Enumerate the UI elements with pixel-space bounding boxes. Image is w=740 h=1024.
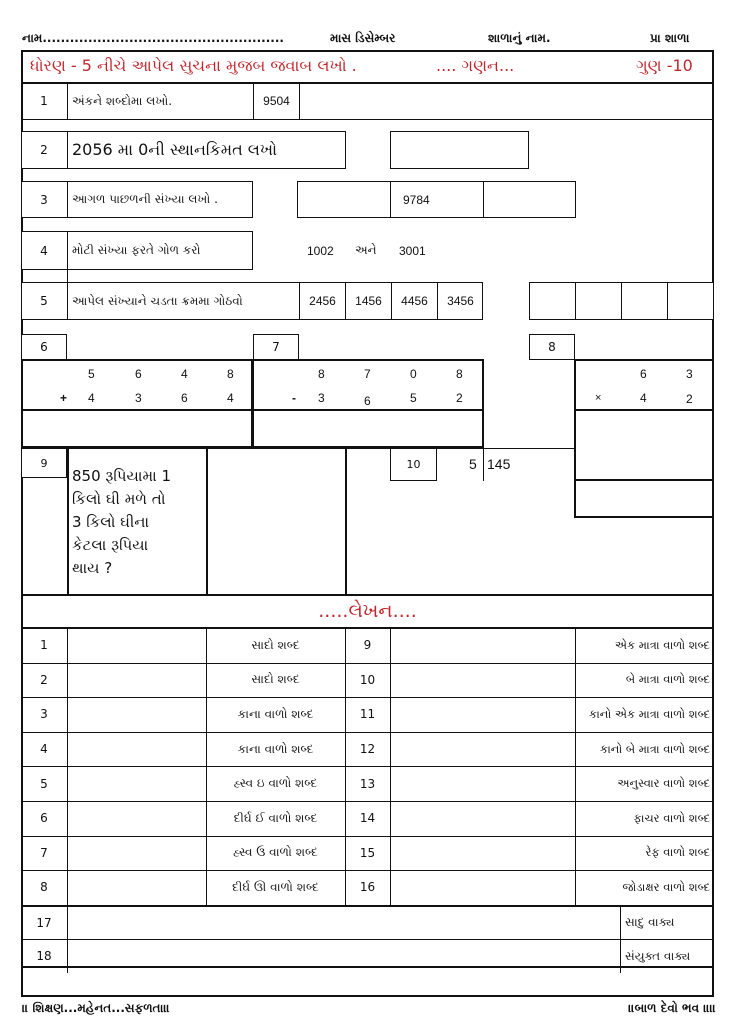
row-number: 3: [40, 707, 48, 722]
word-answer-field[interactable]: [392, 802, 574, 835]
q4-number-b[interactable]: 3001: [399, 244, 426, 258]
word-type-label: કાનો બે માત્રા વાળો શબ્દ: [599, 741, 710, 756]
sentence-type-label: સાદુ વાક્ય: [625, 915, 675, 930]
q7-top-digit: 8: [318, 367, 325, 381]
q7-bottom-digit: 3: [318, 391, 325, 405]
q2-text: 2056 મા 0ની સ્થાનકિમત લખો: [72, 140, 278, 159]
q6-bottom-digit: 3: [135, 391, 142, 405]
divider: [21, 836, 714, 837]
q4-number-a[interactable]: 1002: [307, 244, 334, 258]
divider: [67, 906, 68, 973]
q2-answer-field[interactable]: [390, 131, 529, 169]
row-number: 5: [40, 776, 48, 791]
q6-top-digit: 6: [135, 367, 142, 381]
q4-and-label: અને: [355, 243, 377, 257]
plus-sign: +: [60, 391, 68, 405]
q7-answer-field[interactable]: [252, 409, 484, 448]
word-type-label: અનુસ્વાર વાળો શબ્દ: [617, 776, 710, 791]
word-type-label: દીર્ઘ ઈ વાળો શબ્દ: [233, 810, 318, 825]
q3-after-field[interactable]: [484, 182, 575, 217]
word-answer-field[interactable]: [392, 837, 574, 870]
row-number: 10: [359, 672, 376, 687]
q3-number: 3: [40, 192, 48, 207]
sentence-type-label: સંયુક્ત વાક્ય: [625, 948, 691, 963]
row-number: 11: [359, 707, 376, 722]
word-type-label: રેફ વાળો શબ્દ: [645, 845, 710, 860]
row-number: 15: [359, 845, 376, 860]
q5-number: 5: [40, 294, 48, 308]
q6-top-digit: 5: [88, 367, 95, 381]
q3-text: આગળ પાછળની સંખ્યા લખો .: [72, 192, 218, 206]
word-type-label: સાદો શબ્દ: [251, 637, 300, 652]
q7-bottom-digit: 5: [410, 391, 417, 405]
row-number: 2: [40, 672, 48, 687]
divider: [620, 906, 621, 973]
row-number: 13: [359, 776, 376, 791]
row-number: 16: [359, 880, 376, 895]
q1-text: અંકને શબ્દોમા લખો.: [72, 93, 173, 108]
word-answer-field[interactable]: [69, 629, 205, 662]
divider: [575, 628, 576, 905]
word-answer-field[interactable]: [69, 837, 205, 870]
word-answer-field[interactable]: [392, 629, 574, 662]
divider: [21, 766, 714, 767]
q6-bottom-digit: 6: [181, 391, 188, 405]
q9-answer-field[interactable]: [208, 450, 344, 594]
q9-line: કિલો ઘી મળે તો: [72, 490, 166, 508]
q4-number: 4: [40, 243, 48, 258]
word-type-label: કાના વાળો શબ્દ: [237, 741, 314, 756]
divider: [206, 628, 207, 905]
word-answer-field[interactable]: [392, 698, 574, 731]
word-answer-field[interactable]: [392, 767, 574, 800]
q7-top-digit: 7: [364, 367, 371, 381]
row-number: 18: [36, 949, 52, 964]
q6-bottom-digit: 4: [88, 391, 95, 405]
word-type-label: એક માત્રા વાળો શબ્દ: [614, 637, 710, 652]
school-type-label: પ્રા શાળા: [650, 31, 690, 45]
word-type-label: હ્સ્વ ઉ વાળો શબ્દ: [233, 845, 318, 860]
word-type-label: કાનો એક માત્રા વાળો શબ્દ: [588, 706, 710, 721]
q5-value: 3456: [447, 294, 474, 308]
divider: [483, 448, 575, 449]
row-number: 8: [40, 880, 48, 895]
q8-bottom-digit: 2: [686, 392, 693, 406]
q6-number: 6: [40, 340, 48, 354]
q6-bottom-digit: 4: [227, 391, 234, 405]
q8-answer-field-2[interactable]: [574, 479, 714, 518]
q5-value: 2456: [309, 294, 336, 308]
footer-motto-right: ॥બાળ દેવો ભવ ॥॥: [628, 1001, 716, 1015]
word-answer-field[interactable]: [392, 664, 574, 697]
writing-heading: .....લેખન....: [318, 600, 417, 622]
q1-number: 1: [40, 94, 48, 108]
q5-answer-field[interactable]: [576, 283, 621, 319]
word-answer-field[interactable]: [392, 733, 574, 766]
word-answer-field[interactable]: [69, 733, 205, 766]
q5-value: 1456: [355, 294, 382, 308]
q4-text: મોટી સંખ્યા ફરતે ગોળ કરો: [72, 243, 201, 257]
divider: [21, 732, 714, 733]
divider: [21, 663, 714, 664]
marks-label: ગુણ -10: [636, 56, 693, 75]
divider: [67, 448, 69, 595]
q5-answer-field[interactable]: [622, 283, 667, 319]
word-answer-field[interactable]: [69, 664, 205, 697]
q9-line: 3 કિલો ઘીના: [72, 513, 150, 531]
word-type-label: જોડાક્ષર વાળો શબ્દ: [622, 879, 710, 894]
word-type-label: ફાચર વાળો શબ્દ: [633, 810, 710, 825]
q9-line: 850 રૂપિયામા 1: [72, 467, 172, 485]
divider: [21, 870, 714, 871]
row-number: 7: [40, 845, 48, 860]
word-type-label: બે માત્રા વાળો શબ્દ: [625, 672, 710, 687]
q8-answer-field[interactable]: [574, 409, 714, 481]
row-number: 17: [36, 915, 52, 930]
divider: [390, 628, 391, 905]
q7-bottom-digit: 2: [456, 391, 463, 405]
q10-divisor: 5: [469, 456, 477, 472]
student-name-field[interactable]: નામ.....................................................: [22, 31, 284, 45]
q8-top-digit: 3: [686, 367, 693, 381]
q10-number: 10: [406, 458, 421, 471]
footer-motto-left: ॥ શિક્ષણ...મહેનત...સફળતા॥: [22, 1001, 170, 1015]
q5-answer-field[interactable]: [668, 283, 713, 319]
blank-answer-row[interactable]: [23, 968, 712, 995]
q8-top-digit: 6: [640, 367, 647, 381]
word-answer-field[interactable]: [69, 767, 205, 800]
row-number: 14: [359, 811, 376, 826]
q3-before-field[interactable]: [298, 182, 390, 217]
q2-number: 2: [40, 143, 48, 157]
q10-answer-field[interactable]: [348, 482, 572, 594]
q9-line: થાય ?: [72, 559, 113, 577]
word-answer-field[interactable]: [69, 698, 205, 731]
q5-value: 4456: [401, 294, 428, 308]
word-answer-field[interactable]: [69, 802, 205, 835]
divider: [21, 697, 714, 698]
school-name-field[interactable]: શાળાનું નામ.: [488, 31, 551, 45]
worksheet-title: ધોરણ - 5 નીચે આપેલ સુચના મુજબ જવાબ લખો .: [30, 56, 357, 75]
q5-text: આપેલ સંખ્યાને ચડતા ક્રમમા ગોઠવો: [72, 293, 243, 308]
row-number: 12: [359, 742, 376, 757]
divider: [67, 628, 68, 905]
word-answer-field[interactable]: [69, 871, 205, 904]
row-number: 9: [363, 638, 372, 653]
word-type-label: સાદો શબ્દ: [251, 672, 300, 687]
divider: [21, 119, 714, 120]
q7-top-digit: 8: [456, 367, 463, 381]
division-bracket: [483, 448, 484, 481]
word-type-label: દીર્ઘ ઊ વાળો શબ્દ: [232, 879, 319, 894]
q1-value: 9504: [263, 94, 290, 108]
q5-answer-field[interactable]: [530, 283, 575, 319]
row-number: 4: [40, 742, 48, 757]
month-label: માસ ડિસેમ્બર: [330, 31, 396, 45]
word-type-label: હ્સ્વ ઇ વાળો શબ્દ: [233, 776, 318, 791]
q9-word-problem: [72, 465, 206, 580]
minus-sign: -: [292, 391, 296, 405]
subject-label: .... ગણન...: [436, 56, 515, 75]
q8-number: 8: [548, 340, 556, 354]
q7-number: 7: [272, 340, 280, 354]
q9-line: કેટલા રૂપિયા: [72, 536, 149, 554]
divider: [21, 939, 714, 940]
divider: [21, 801, 714, 802]
q7-bottom-digit: 6: [364, 394, 371, 408]
row-number: 6: [40, 811, 48, 826]
q7-top-digit: 0: [410, 367, 417, 381]
q6-answer-field[interactable]: [21, 409, 253, 448]
q10-dividend: 145: [487, 456, 511, 472]
word-type-label: કાના વાળો શબ્દ: [237, 706, 314, 721]
sentence-answer-field[interactable]: [69, 907, 619, 939]
q3-value: 9784: [403, 192, 430, 207]
q6-top-digit: 8: [227, 367, 234, 381]
word-answer-field[interactable]: [392, 871, 574, 904]
multiply-sign: ×: [595, 392, 602, 404]
divider: [345, 628, 346, 905]
q1-answer-field[interactable]: [300, 83, 713, 119]
divider: [345, 448, 347, 595]
row-number: 1: [40, 638, 48, 653]
q8-bottom-digit: 4: [640, 391, 647, 405]
q6-top-digit: 4: [181, 367, 188, 381]
q9-number: 9: [40, 456, 48, 470]
